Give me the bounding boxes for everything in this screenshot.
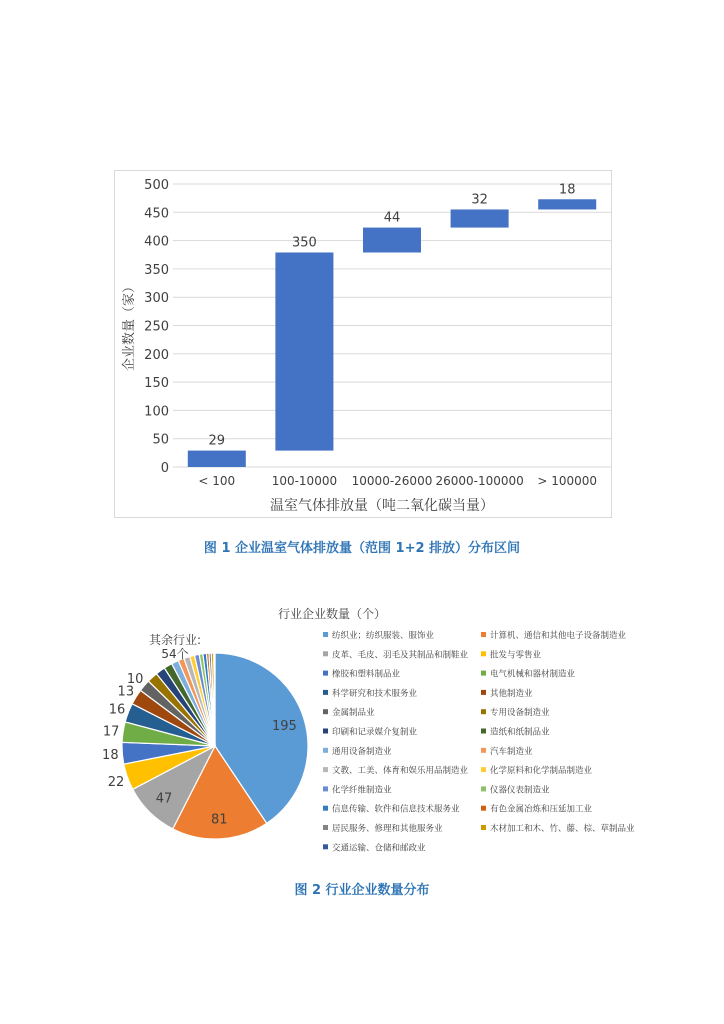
y-axis-title: 企业数量（家）	[122, 279, 137, 372]
figure-2-caption: 图 2 行业企业数量分布	[294, 883, 430, 898]
y-tick-label: 100	[144, 404, 169, 420]
other-industries-value: 54个	[161, 647, 189, 661]
legend-label: 印刷和记录媒介复制业	[332, 727, 418, 738]
bar	[275, 252, 333, 450]
chart-1-frame	[114, 170, 612, 518]
legend-label: 文教、工美、体育和娱乐用品制造业	[332, 766, 469, 777]
emissions-bar-chart	[115, 171, 611, 517]
legend-label: 通用设备制造业	[332, 746, 392, 757]
legend-swatch	[323, 651, 328, 656]
legend-label: 有色金属冶炼和压延加工业	[490, 804, 593, 815]
legend-swatch	[481, 671, 486, 676]
legend-label: 居民服务、修理和其他服务业	[332, 824, 443, 834]
figure-1-caption: 图 1 企业温室气体排放量（范围 1+2 排放）分布区间	[203, 541, 521, 556]
y-tick-label: 450	[144, 206, 169, 222]
legend-label: 纺织业；纺织服装、服饰业	[332, 631, 435, 641]
bar	[538, 199, 596, 209]
legend-label: 仪器仪表制造业	[490, 785, 550, 796]
legend-label: 信息传输、软件和信息技术服务业	[332, 804, 460, 815]
legend-swatch	[481, 651, 486, 656]
y-tick-label: 350	[144, 262, 169, 278]
slice-label: 47	[155, 791, 173, 807]
legend-label: 造纸和纸制品业	[490, 727, 550, 738]
data-label: 350	[291, 235, 317, 251]
data-label: 44	[383, 210, 401, 226]
legend-label: 化学原料和化学制品制造业	[490, 766, 593, 777]
slice-label: 18	[102, 748, 119, 764]
legend-label: 计算机、通信和其他电子设备制造业	[490, 631, 627, 641]
legend-swatch	[323, 844, 328, 849]
bar	[188, 451, 246, 467]
legend-label: 电气机械和器材制造业	[490, 669, 576, 680]
y-tick-label: 400	[144, 234, 169, 250]
legend-label: 汽车制造业	[490, 746, 533, 757]
y-tick-label: 50	[152, 432, 169, 448]
industry-pie-chart	[0, 600, 724, 860]
bar	[451, 209, 509, 227]
x-tick-label: 26000-100000	[435, 474, 524, 488]
y-tick-label: 300	[144, 291, 169, 307]
legend-swatch	[481, 825, 486, 830]
x-tick-label: 100-10000	[271, 474, 338, 488]
legend-label: 木材加工和木、竹、藤、棕、草制品业	[490, 824, 635, 834]
legend-label: 科学研究和技术服务业	[332, 688, 418, 699]
legend-swatch	[481, 690, 486, 695]
x-tick-label: 10000-26000	[351, 474, 433, 488]
slice-label: 81	[210, 812, 228, 828]
slice-label: 16	[108, 702, 126, 718]
data-label: 18	[558, 182, 576, 198]
x-tick-label: < 100	[198, 474, 236, 488]
slice-label: 13	[117, 684, 135, 700]
legend-swatch	[481, 786, 486, 791]
legend-label: 交通运输、仓储和邮政业	[332, 843, 426, 854]
legend-label: 皮革、毛皮、羽毛及其制品和制鞋业	[332, 650, 469, 661]
y-tick-label: 500	[144, 178, 169, 193]
legend-swatch	[323, 671, 328, 676]
legend-label: 其他制造业	[490, 688, 533, 699]
y-tick-label: 200	[144, 347, 169, 363]
slice-label: 195	[272, 718, 297, 734]
legend-swatch	[481, 748, 486, 753]
legend-swatch	[323, 632, 328, 637]
legend-label: 批发与零售业	[490, 650, 542, 661]
legend-label: 化学纤维制造业	[332, 785, 392, 796]
legend-swatch	[323, 729, 328, 734]
slice-label: 17	[102, 724, 120, 740]
legend-swatch	[323, 690, 328, 695]
legend-swatch	[481, 632, 486, 637]
legend-swatch	[323, 709, 328, 714]
y-tick-label: 150	[144, 376, 169, 392]
pie-title: 行业企业数量（个）	[277, 607, 387, 621]
legend-swatch	[481, 767, 486, 772]
legend-swatch	[323, 806, 328, 811]
x-axis-title: 温室气体排放量（吨二氧化碳当量）	[270, 498, 494, 514]
legend-swatch	[323, 786, 328, 791]
y-tick-label: 0	[160, 461, 169, 476]
legend-label: 橡胶和塑料制品业	[332, 669, 401, 680]
legend-label: 金属制品业	[332, 708, 375, 719]
slice-label: 22	[107, 775, 125, 791]
legend-swatch	[481, 709, 486, 714]
data-label: 29	[208, 433, 226, 449]
legend-swatch	[323, 767, 328, 772]
legend-swatch	[481, 806, 486, 811]
bar	[363, 228, 421, 253]
y-tick-label: 250	[144, 319, 169, 335]
legend-label: 专用设备制造业	[490, 708, 550, 719]
slice-label: 10	[126, 671, 144, 687]
legend-swatch	[481, 729, 486, 734]
other-industries-label: 其余行业:	[148, 633, 202, 647]
legend-swatch	[323, 825, 328, 830]
x-tick-label: > 100000	[537, 474, 598, 488]
legend-swatch	[323, 748, 328, 753]
data-label: 32	[471, 192, 488, 208]
